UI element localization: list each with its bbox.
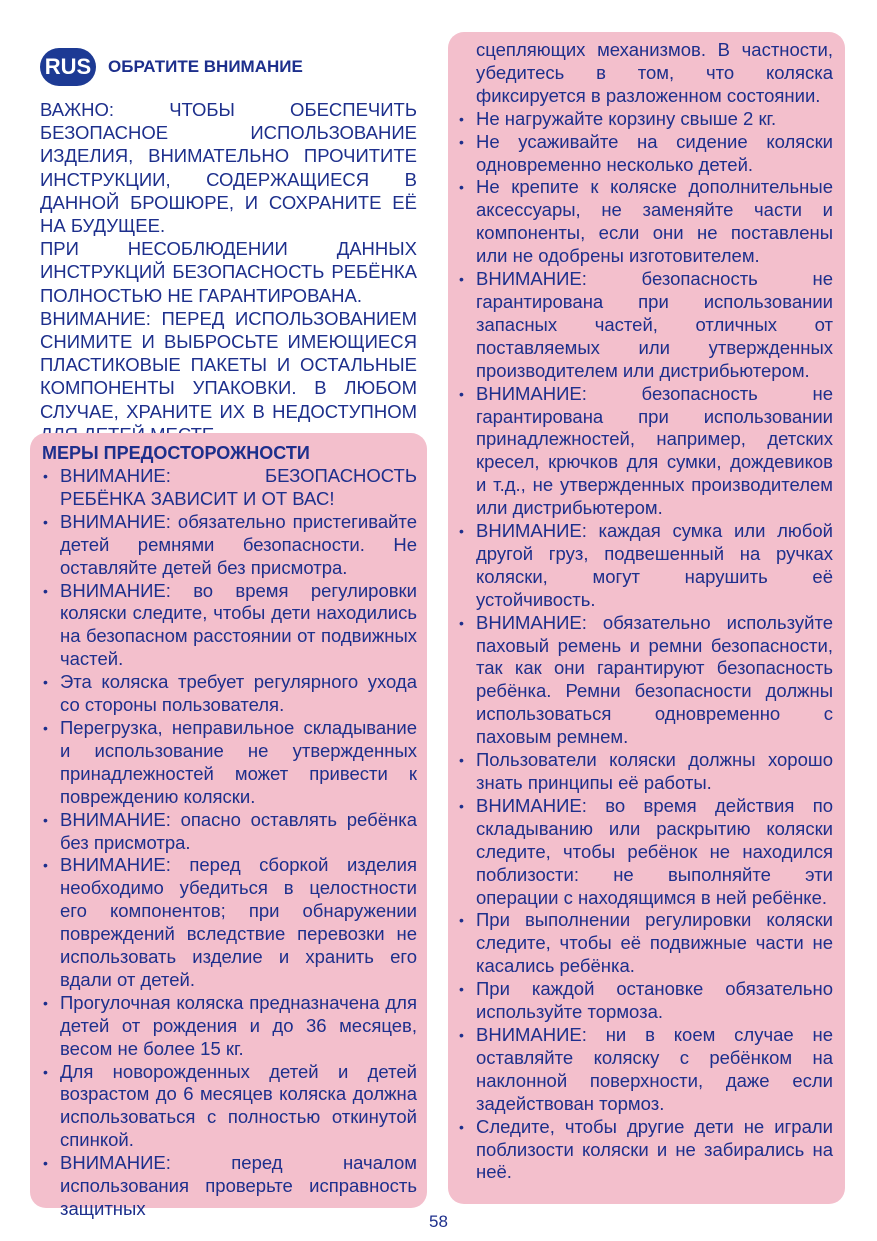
list-item: • ВНИМАНИЕ: обязательно используйте паховый ремень и ремни безопасности, так как они гарантируют безопасность ребёнка. Ремни безопасности должны использоваться одновременно с паховым ремнем. [458,612,833,749]
intro-paragraph: ВНИМАНИЕ: ПЕРЕД ИСПОЛЬЗОВАНИЕМ СНИМИТЕ И ВЫБРОСЬТЕ ИМЕЮЩИЕСЯ ПЛАСТИКОВЫЕ ПАКЕТЫ И ОСТАЛЬНЫЕ КОМПОНЕНТЫ УПАКОВКИ. В ЛЮБОМ СЛУЧАЕ, ХРАНИТЕ ИХ В НЕДОСТУПНОМ [40,307,417,422]
language-badge: RUS [40,48,96,86]
page-header [40,48,303,86]
list-item: • Для новорожденных детей и детей возрастом до 6 месяцев коляска должна использоваться с полностью откинутой спинкой. [42,1061,417,1153]
list-item: • ВНИМАНИЕ: опасно оставлять ребёнка без присмотра. [42,809,417,855]
list-item: • Перегрузка, неправильное складывание и использование не утвержденных принадлежностей может привести к повреждению коляски. [42,717,417,809]
list-item: • ВНИМАНИЕ: каждая сумка или любой другой груз, подвешенный на ручках коляски, могут нарушить её устойчивость. [458,520,833,612]
list-item: • Пользователи коляски должны хорошо знать принципы её работы. [458,749,833,795]
precautions-panel-left [30,433,427,1219]
list-item: • Эта коляска требует регулярного ухода со стороны пользователя. [42,671,417,717]
list-item: • ВНИМАНИЕ: ни в коем случае не оставляйте коляску с ребёнком на наклонной поверхности, даже если задействован тормоз. [458,1024,833,1116]
list-item: • Не нагружайте корзину свыше 2 кг. [458,108,833,131]
list-item-continuation: сцепляющих механизмов. В частности, убедитесь в том, что коляска фиксируется в разложенном состоянии. [476,39,833,106]
precautions-panel-right [448,32,845,1204]
list-item: • Не крепите к коляске дополнительные аксессуары, не заменяйте части и компоненты, если они не поставлены или не одобрены изготовителем. [458,176,833,268]
list-item: • Следите, чтобы другие дети не играли поблизости коляски и не забирались на неё. [458,1116,833,1185]
list-item: • ВНИМАНИЕ: обязательно пристегивайте детей ремнями безопасности. Не оставляйте детей без присмотра. [42,511,417,580]
list-item: • При каждой остановке обязательно используйте тормоза. [458,978,833,1024]
list-item: • ВНИМАНИЕ: перед началом использования проверьте исправность защитных [42,1152,417,1221]
precautions-list-right [458,108,833,1185]
list-item: • ВНИМАНИЕ: во время регулировки коляски следите, чтобы дети находились на безопасном расстоянии от подвижных частей. [42,580,417,672]
list-item: • ВНИМАНИЕ: БЕЗОПАСНОСТЬ РЕБЁНКА ЗАВИСИТ И ОТ ВАС! [42,465,417,511]
intro-paragraph: ПРИ НЕСОБЛЮДЕНИИ ДАННЫХ ИНСТРУКЦИЙ БЕЗОПАСНОСТЬ РЕБЁНКА ПОЛНОСТЬЮ НЕ ГАРАНТИРОВАНА. [40,238,417,306]
list-item: • Прогулочная коляска предназначена для детей от рождения и до 36 месяцев, весом не более 15 кг. [42,992,417,1061]
header-title: ОБРАТИТЕ ВНИМАНИЕ [108,57,303,76]
list-item: • ВНИМАНИЕ: во время действия по складыванию или раскрытию коляски следите, чтобы ребёнок не находился поблизости: не выполняйте эти операции с находящимся в ней ребёнке. [458,795,833,910]
precautions-list-left [42,465,417,1221]
section-title: МЕРЫ ПРЕДОСТОРОЖНОСТИ [42,443,310,463]
intro-text [40,98,417,446]
list-item: • ВНИМАНИЕ: перед сборкой изделия необходимо убедиться в целостности его компонентов; при обнаружении повреждений вследствие перевозки не использовать изделие и хранить его вдали от детей. [42,854,417,991]
list-item: • Не усаживайте на сидение коляски одновременно несколько детей. [458,131,833,177]
intro-paragraph: ВАЖНО: ЧТОБЫ ОБЕСПЕЧИТЬ БЕЗОПАСНОЕ ИСПОЛЬЗОВАНИЕ ИЗДЕЛИЯ, ВНИМАТЕЛЬНО ПРОЧИТИТЕ ИНСТРУКЦИИ, СОДЕРЖАЩИЕСЯ В ДАННОЙ БРОШЮРЕ, И СОХРАНИТЕ ЕЁ НА БУДУЩЕЕ. [40,99,417,237]
page-number: 58 [429,1212,448,1231]
list-item: • При выполнении регулировки коляски следите, чтобы её подвижные части не касались ребёнка. [458,909,833,978]
list-item: • ВНИМАНИЕ: безопасность не гарантирована при использовании запасных частей, отличных от поставляемых или утвержденных производителем или дистрибьютером. [458,268,833,383]
list-item: • ВНИМАНИЕ: безопасность не гарантирована при использовании принадлежностей, например, детских кресел, крючков для сумки, дождевиков и т.д., не утвержденных производителем или дистрибьютером. [458,383,833,520]
